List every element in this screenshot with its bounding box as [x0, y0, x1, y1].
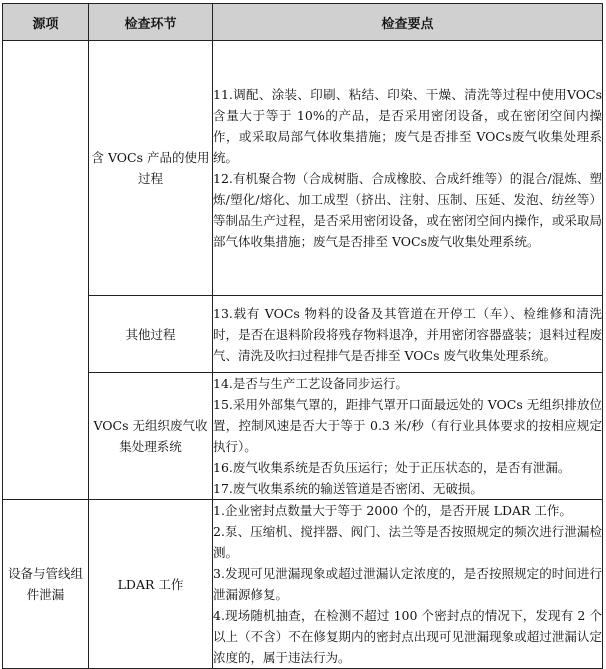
check-point: 17.废气收集系统的输送管道是否密闭、无破损。	[213, 481, 483, 496]
table-row	[3, 500, 603, 669]
table-row	[3, 41, 603, 296]
check-point: 14.是否与生产工艺设备同步运行。	[213, 376, 408, 391]
table-row	[3, 296, 603, 373]
header-row	[3, 4, 603, 41]
header-points: 检查要点	[213, 4, 603, 41]
inspection-table	[2, 3, 603, 669]
points-cell	[213, 41, 603, 296]
check-point: 12.有机聚合物（合成树脂、合成橡胶、合成纤维等）的混合/混炼、塑炼/塑化/熔化、加工成型（挤出、注射、压制、压延、发泡、纺丝等）等制品生产过程，是否采用密闭设备，或在密闭空间内操作，或采取局部气体收集措施；废气是否排至 VOCs废气收集处理系统。	[213, 171, 602, 249]
points-cell	[213, 373, 603, 500]
source-cell-voc	[3, 41, 89, 500]
stage-cell: 含 VOCs 产品的使用过程	[89, 41, 213, 296]
table-row	[3, 373, 603, 500]
check-point: 1.企业密封点数量大于等于 2000 个的，是否开展 LDAR 工作。	[213, 503, 572, 518]
stage-cell: LDAR 工作	[89, 500, 213, 669]
check-point: 13.载有 VOCs 物料的设备及其管道在开停工（车）、检维修和清洗时，是否在退料阶段将残存物料退净，并用密闭容器盛装；退料过程废气、清洗及吹扫过程排气是否排至 VOCs 废气收集处理系统。	[213, 305, 602, 363]
check-point: 11.调配、涂装、印刷、粘结、印染、干燥、清洗等过程中使用VOCs含量大于等于 10%的产品，是否采用密闭设备，或在密闭空间内操作，或采取局部气体收集措施；废气是否排至 VOCs废气收集处理系统。	[213, 87, 602, 165]
check-point: 15.采用外部集气罩的，距排气罩开口面最远处的 VOCs 无组织排放位置，控制风速是否大于等于 0.3 米/秒（有行业具体要求的按相应规定执行）。	[213, 397, 602, 454]
stage-cell: 其他过程	[89, 296, 213, 373]
source-cell-ldar: 设备与管线组件泄漏	[3, 500, 89, 669]
check-point: 4.现场随机抽查，在检测不超过 100 个密封点的情况下，发现有 2 个以上（不含）不在修复期内的密封点出现可见泄漏现象或超过泄漏认定浓度的，属于违法行为。	[213, 608, 602, 665]
stage-cell: VOCs 无组织废气收集处理系统	[89, 373, 213, 500]
check-point: 3.发现可见泄漏现象或超过泄漏认定浓度的，是否按照规定的时间进行泄漏源修复。	[213, 566, 602, 602]
check-point: 16.废气收集系统是否负压运行；处于正压状态的，是否有泄漏。	[213, 460, 571, 475]
points-cell	[213, 296, 603, 373]
check-point: 2.泵、压缩机、搅拌器、阀门、法兰等是否按照规定的频次进行泄漏检测。	[213, 524, 602, 560]
header-source: 源项	[3, 4, 89, 41]
header-stage: 检查环节	[89, 4, 213, 41]
points-cell	[213, 500, 603, 669]
